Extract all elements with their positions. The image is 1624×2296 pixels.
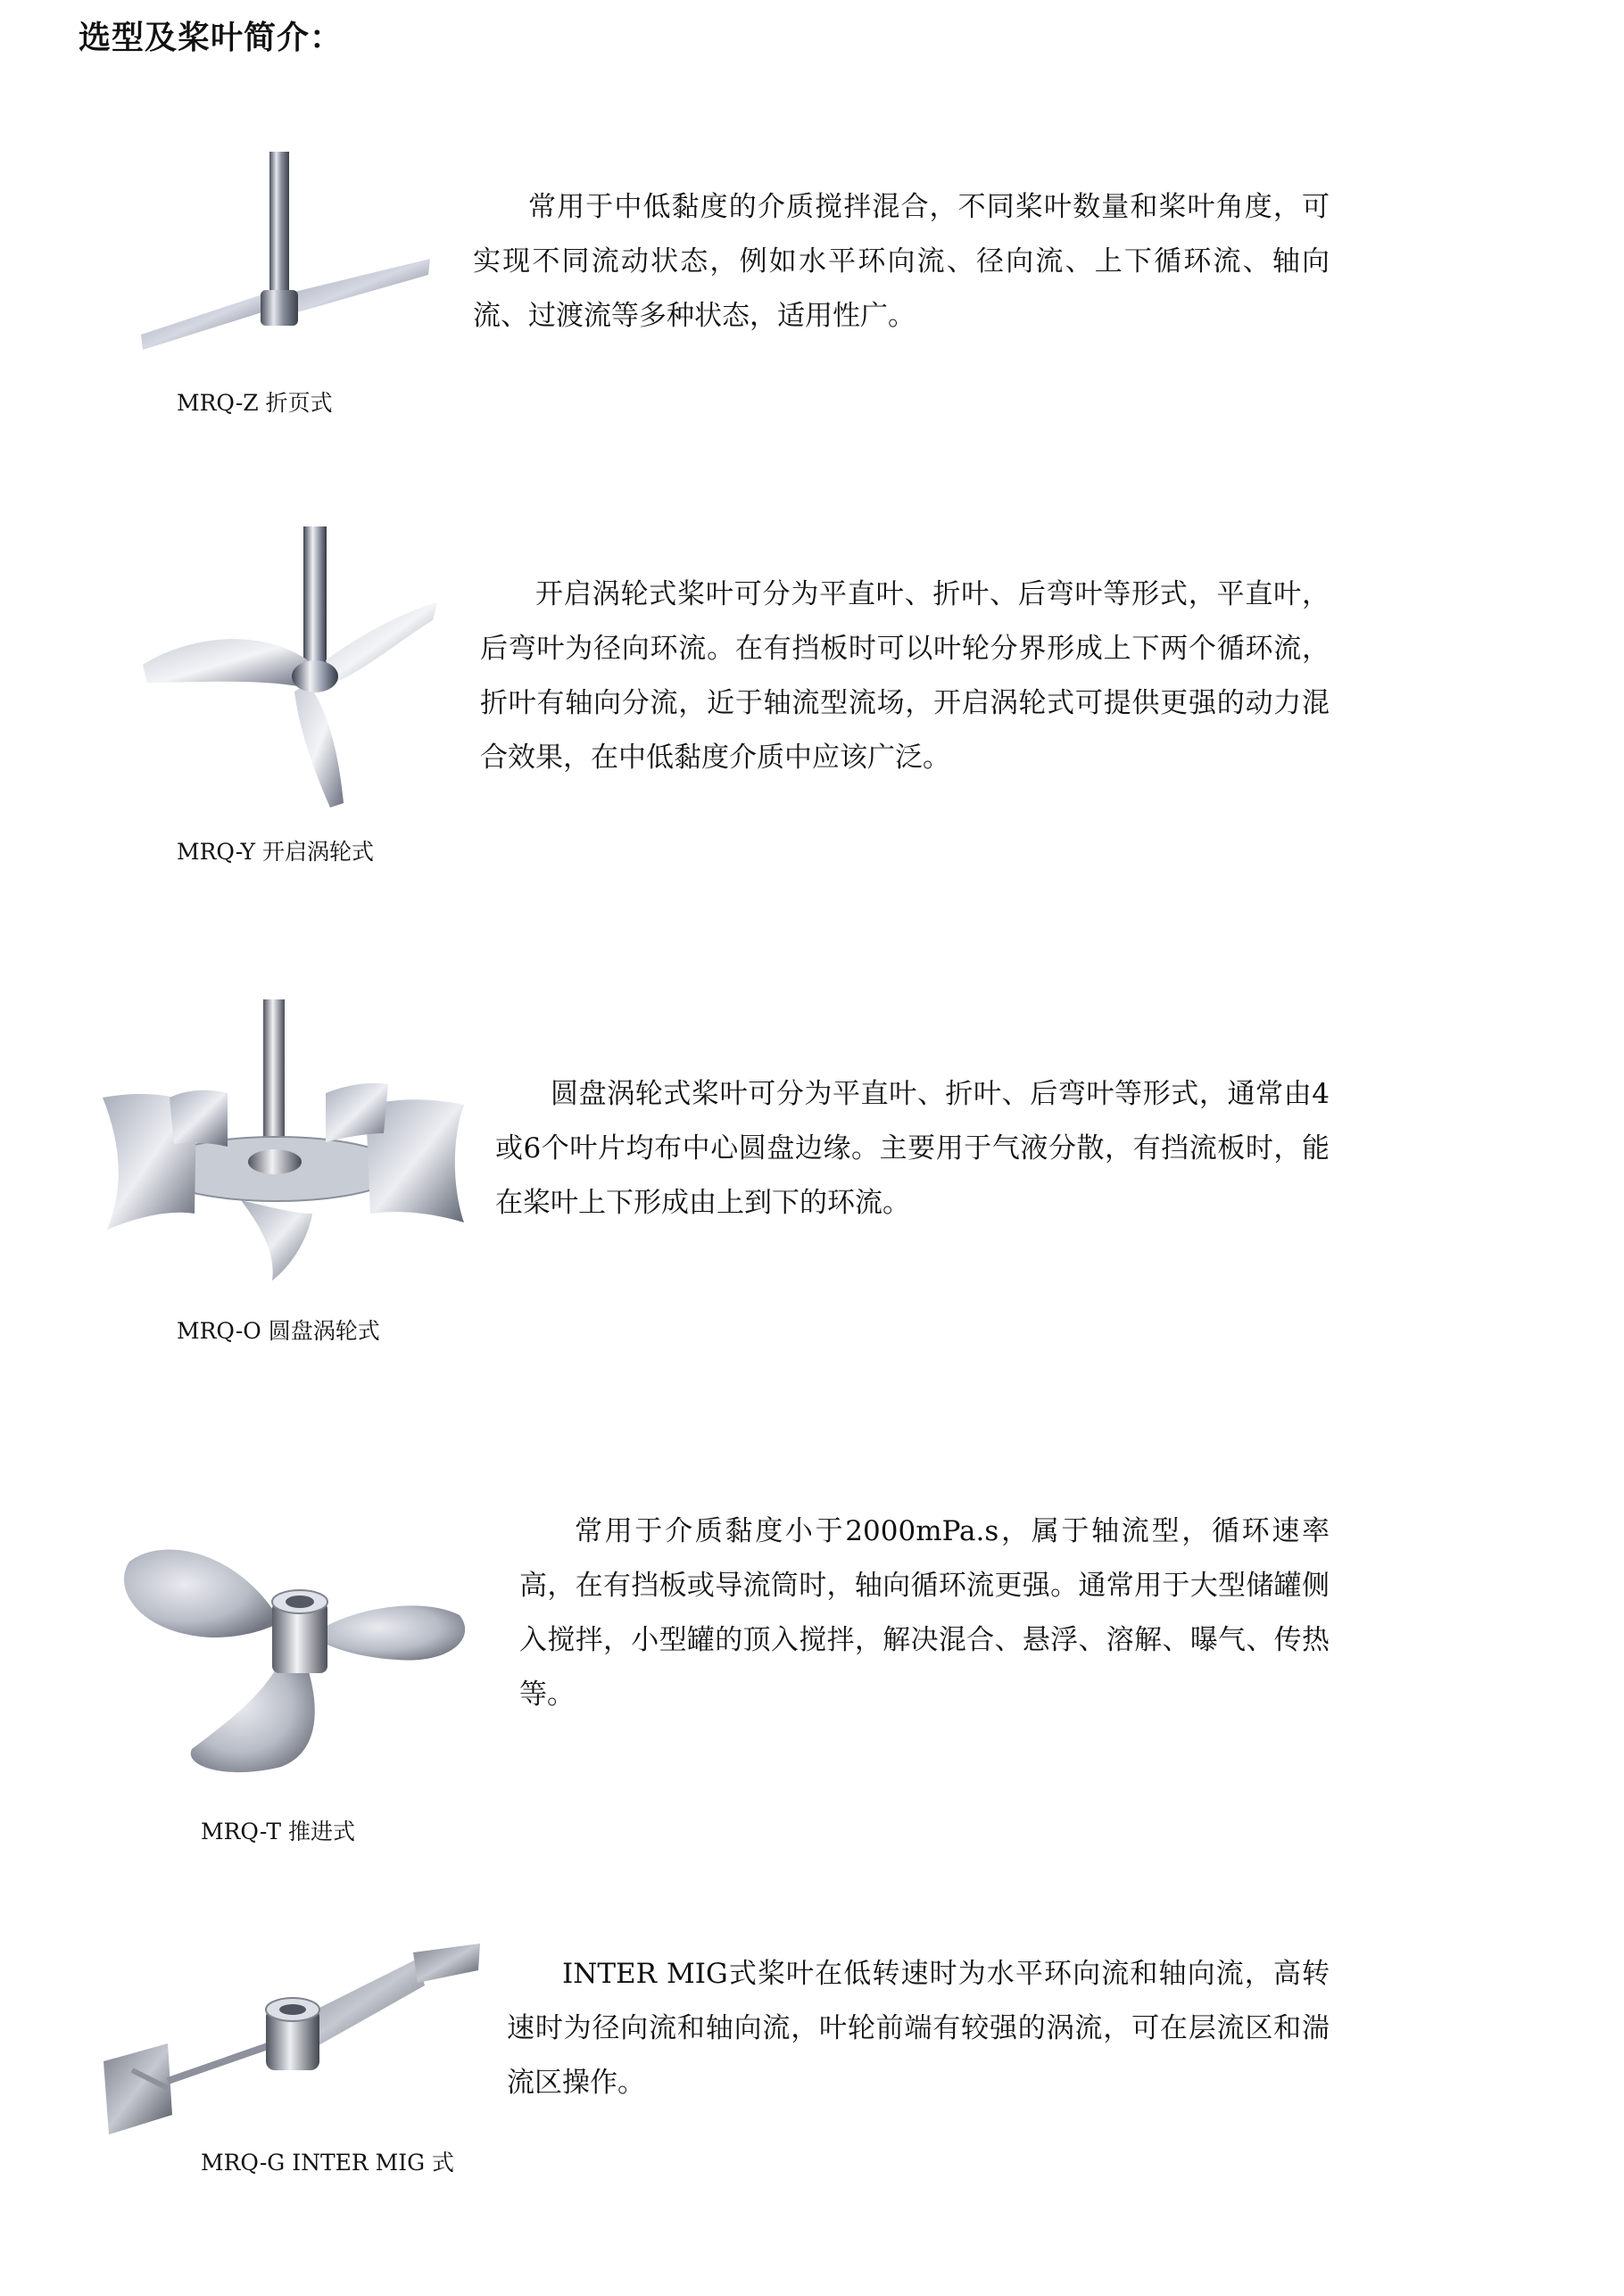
section-1-description: 常用于中低黏度的介质搅拌混合，不同桨叶数量和桨叶角度，可实现不同流动状态，例如水平环向流、径向流、上下循环流、轴向流、过渡流等多种状态，适用性广。: [473, 191, 1330, 332]
section-3-description: 圆盘涡轮式桨叶可分为平直叶、折叶、后弯叶等形式，通常由4或6个叶片均布中心圆盘边缘。主要用于气液分散，有挡流板时，能在桨叶上下形成由上到下的环流。: [495, 1078, 1330, 1219]
section-3-image: [98, 999, 473, 1285]
disc-turbine-impeller-icon: [98, 999, 473, 1285]
propeller-impeller-icon: [112, 1517, 477, 1776]
inter-mig-impeller-icon: [96, 1936, 489, 2142]
open-turbine-impeller-icon: [138, 526, 442, 812]
folded-blade-impeller-icon: [134, 143, 437, 366]
section-5-image: [96, 1936, 489, 2142]
section-3-caption: MRQ-O 圆盘涡轮式: [177, 1318, 380, 1344]
section-2-description: 开启涡轮式桨叶可分为平直叶、折叶、后弯叶等形式，平直叶，后弯叶为径向环流。在有挡板时可以叶轮分界形成上下两个循环流，折叶有轴向分流，近于轴流型流场，开启涡轮式可提供更强的动力混合效果，在中低黏度介质中应该广泛。: [480, 578, 1330, 774]
section-5-caption: MRQ-G INTER MIG 式: [201, 2150, 455, 2176]
section-4-image: [112, 1517, 477, 1776]
section-2-image: [138, 526, 442, 812]
section-1-caption: MRQ-Z 折页式: [177, 390, 333, 416]
section-5-description: INTER MIG式桨叶在低转速时为水平环向流和轴向流，高转速时为径向流和轴向流，叶轮前端有较强的涡流，可在层流区和湍流区操作。: [507, 1958, 1330, 2099]
section-1-image: [134, 143, 437, 366]
section-4-caption: MRQ-T 推进式: [201, 1819, 356, 1844]
section-4-description: 常用于介质黏度小于2000mPa.s，属于轴流型，循环速率高，在有挡板或导流筒时，轴向循环流更强。通常用于大型储罐侧入搅拌，小型罐的顶入搅拌，解决混合、悬浮、溶解、曝气、传热等。: [519, 1515, 1330, 1711]
page-title: 选型及桨叶简介：: [79, 20, 344, 56]
section-2-caption: MRQ-Y 开启涡轮式: [177, 839, 374, 865]
